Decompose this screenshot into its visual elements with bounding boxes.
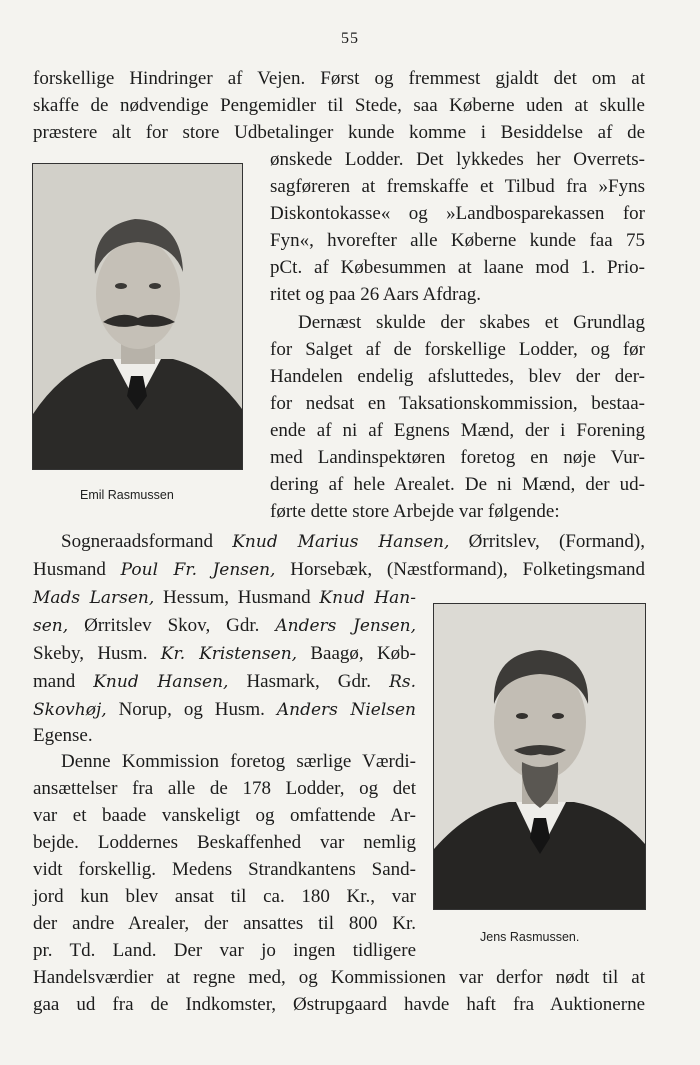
committee-line [33, 586, 416, 610]
text-line: Fyn«, hvorefter alle Køberne kunde faa 75 [270, 230, 645, 251]
text-line: Handelen endelig afsluttedes, blev der der- [270, 366, 645, 387]
text-line: skaffe de nødvendige Pengemidler til Stede, saa Køberne uden at skulle [33, 95, 645, 116]
text-line: for Salget af de forskellige Lodder, og før [270, 339, 645, 360]
committee-line [33, 642, 416, 666]
text-line: Handelsværdier at regne med, og Kommissionen var derfor nødt til at [33, 967, 645, 988]
text-line: gaa ud fra de Indkomster, Østrupgaard havde haft fra Auktionerne [33, 994, 645, 1015]
text-line: præstere alt for store Udbetalinger kunde komme i Besiddelse af de [33, 122, 645, 143]
text-run: Ørritslev Skov, Gdr. [68, 615, 276, 636]
text-line: forskellige Hindringer af Vejen. Først og fremmest gjaldt det om at [33, 68, 645, 89]
person-name: Rs. [389, 672, 416, 692]
text-run: Sogneraadsformand [61, 531, 233, 552]
text-run: Baagø, Køb- [297, 643, 416, 664]
text-line: sagføreren at fremskaffe et Tilbud fra »Fyns [270, 176, 645, 197]
text-run: mand [33, 671, 94, 692]
text-line: Denne Kommission foretog særlige Værdi- [61, 751, 416, 772]
committee-line [33, 614, 416, 638]
person-name: sen, [33, 616, 69, 636]
text-line: jord kun blev ansat til ca. 180 Kr., var [33, 886, 416, 907]
text-line: bejde. Loddernes Beskaffenhed var nemlig [33, 832, 416, 853]
text-run: Horsebæk, (Næstformand), Folketingsmand [275, 559, 646, 580]
caption-jens-rasmussen: Jens Rasmussen. [480, 930, 580, 944]
text-line: ritet og paa 26 Aars Afdrag. [270, 284, 482, 305]
person-name: Knud Marius Hansen, [232, 532, 450, 552]
text-run: Hessum, Husmand [154, 587, 320, 608]
person-name: Skovhøj, [33, 700, 107, 720]
text-run: Egense. [33, 725, 93, 746]
portrait-emil-rasmussen [32, 163, 243, 470]
text-line: pCt. af Købesummen at laane mod 1. Prio- [270, 257, 645, 278]
text-run: Skeby, Husm. [33, 643, 161, 664]
person-name: Knud Hansen, [93, 672, 229, 692]
committee-line [33, 530, 645, 554]
text-line: Dernæst skulde der skabes et Grundlag [298, 312, 645, 333]
committee-line [33, 698, 416, 722]
text-line: ansættelser fra alle de 178 Lodder, og det [33, 778, 416, 799]
text-line: for nedsat en Taksationskommission, bestaa- [270, 393, 645, 414]
text-run: Ørritslev, (Formand), [449, 531, 645, 552]
text-line: der andre Arealer, der ansattes til 800 Kr. [33, 913, 416, 934]
committee-line [33, 724, 416, 748]
text-line: med Landinspektøren foretog en nøje Vur- [270, 447, 645, 468]
text-line: ønskede Lodder. Det lykkedes her Overrets- [270, 149, 645, 170]
person-name: Knud Han- [319, 588, 416, 608]
text-run: Norup, og Husm. [106, 699, 277, 720]
person-name: Poul Fr. Jensen, [120, 560, 276, 580]
person-name: Mads Larsen, [33, 588, 155, 608]
committee-line [33, 558, 645, 582]
text-line: førte dette store Arbejde var følgende: [270, 501, 560, 522]
page-number: 55 [341, 30, 359, 47]
text-line: vidt forskellig. Medens Strandkantens Sand- [33, 859, 416, 880]
person-name: Kr. Kristensen, [160, 644, 298, 664]
text-run: Hasmark, Gdr. [228, 671, 390, 692]
text-line: ende af ni af Egnens Mænd, der i Forening [270, 420, 645, 441]
portrait-jens-rasmussen [433, 603, 646, 910]
text-line: pr. Td. Land. Der var jo ingen tidligere [33, 940, 416, 961]
committee-line [33, 670, 416, 694]
person-name: Anders Jensen, [275, 616, 416, 636]
text-run: Husmand [33, 559, 121, 580]
text-line: dering af hele Arealet. De ni Mænd, der ud- [270, 474, 645, 495]
person-name: Anders Nielsen [276, 700, 416, 720]
text-line: var et baade vanskeligt og omfattende Ar- [33, 805, 416, 826]
text-line: Diskontokasse« og »Landbosparekassen for [270, 203, 645, 224]
caption-emil-rasmussen: Emil Rasmussen [80, 488, 174, 502]
